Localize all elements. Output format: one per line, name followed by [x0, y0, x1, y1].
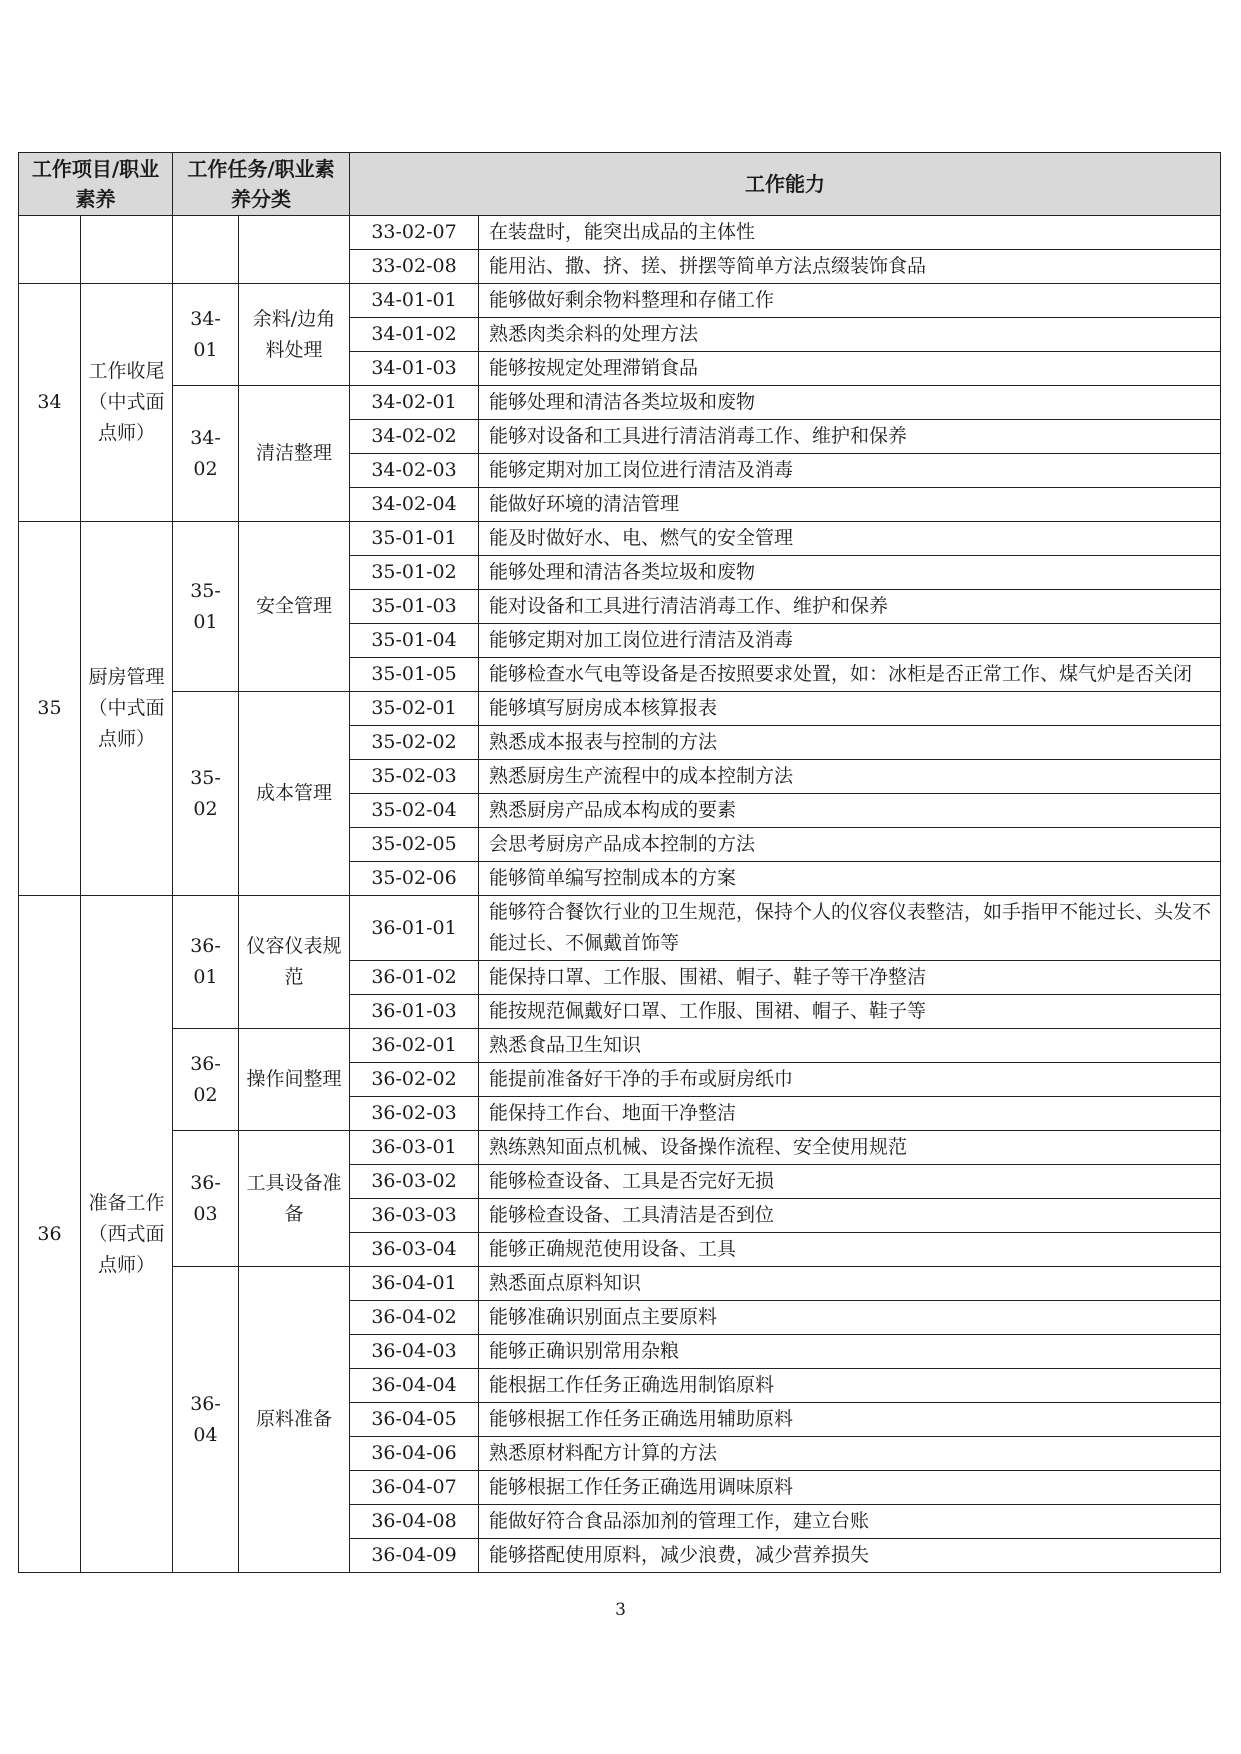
table-row [19, 1267, 1221, 1301]
ability-text: 能够按规定处理滞销食品 [479, 352, 1221, 386]
ability-code: 36-04-08 [350, 1505, 479, 1539]
project-number: 36 [19, 896, 81, 1573]
ability-text: 能保持口罩、工作服、围裙、帽子、鞋子等干净整洁 [479, 961, 1221, 995]
task-name: 余料/边角料处理 [239, 284, 350, 386]
project-name: 准备工作（西式面点师） [81, 896, 173, 1573]
task-name: 操作间整理 [239, 1029, 350, 1131]
ability-text: 能对设备和工具进行清洁消毒工作、维护和保养 [479, 590, 1221, 624]
table-row [19, 1131, 1221, 1165]
ability-text: 熟悉厨房产品成本构成的要素 [479, 794, 1221, 828]
ability-code: 34-02-04 [350, 488, 479, 522]
ability-code: 36-04-05 [350, 1403, 479, 1437]
ability-code: 35-01-04 [350, 624, 479, 658]
ability-text: 能够搭配使用原料，减少浪费，减少营养损失 [479, 1539, 1221, 1573]
ability-text: 能够定期对加工岗位进行清洁及消毒 [479, 624, 1221, 658]
ability-code: 36-03-03 [350, 1199, 479, 1233]
task-code: 36-01 [173, 896, 239, 1029]
ability-text: 熟悉厨房生产流程中的成本控制方法 [479, 760, 1221, 794]
table-row [19, 522, 1221, 556]
ability-code: 33-02-07 [350, 216, 479, 250]
task-code: 35-02 [173, 692, 239, 896]
ability-code: 35-02-02 [350, 726, 479, 760]
ability-code: 35-02-01 [350, 692, 479, 726]
ability-code: 36-01-02 [350, 961, 479, 995]
ability-text: 熟悉成本报表与控制的方法 [479, 726, 1221, 760]
ability-text: 熟悉原材料配方计算的方法 [479, 1437, 1221, 1471]
ability-code: 36-02-01 [350, 1029, 479, 1063]
ability-text: 在装盘时，能突出成品的主体性 [479, 216, 1221, 250]
ability-text: 能够正确识别常用杂粮 [479, 1335, 1221, 1369]
ability-text: 能够检查设备、工具清洁是否到位 [479, 1199, 1221, 1233]
ability-code: 36-03-01 [350, 1131, 479, 1165]
task-name [239, 216, 350, 284]
ability-code: 33-02-08 [350, 250, 479, 284]
ability-text: 能做好符合食品添加剂的管理工作，建立台账 [479, 1505, 1221, 1539]
task-name: 原料准备 [239, 1267, 350, 1573]
ability-code: 36-02-02 [350, 1063, 479, 1097]
ability-code: 35-02-05 [350, 828, 479, 862]
task-code: 36-04 [173, 1267, 239, 1573]
ability-text: 能够处理和清洁各类垃圾和废物 [479, 386, 1221, 420]
task-code [173, 216, 239, 284]
table-row [19, 896, 1221, 961]
ability-code: 35-01-01 [350, 522, 479, 556]
ability-text: 能根据工作任务正确选用制馅原料 [479, 1369, 1221, 1403]
ability-code: 36-04-04 [350, 1369, 479, 1403]
ability-code: 36-04-07 [350, 1471, 479, 1505]
ability-code: 34-01-02 [350, 318, 479, 352]
project-name: 工作收尾（中式面点师） [81, 284, 173, 522]
ability-text: 能用沾、撒、挤、搓、拼摆等简单方法点缀装饰食品 [479, 250, 1221, 284]
table-row [19, 284, 1221, 318]
task-code: 34-02 [173, 386, 239, 522]
project-number: 34 [19, 284, 81, 522]
ability-text: 能够简单编写控制成本的方案 [479, 862, 1221, 896]
ability-code: 35-01-05 [350, 658, 479, 692]
ability-text: 能够检查设备、工具是否完好无损 [479, 1165, 1221, 1199]
table-row [19, 386, 1221, 420]
task-name: 安全管理 [239, 522, 350, 692]
project-number [19, 216, 81, 284]
ability-text: 能够正确规范使用设备、工具 [479, 1233, 1221, 1267]
ability-text: 能够处理和清洁各类垃圾和废物 [479, 556, 1221, 590]
task-name: 成本管理 [239, 692, 350, 896]
ability-text: 能提前准备好干净的手布或厨房纸巾 [479, 1063, 1221, 1097]
task-name: 仪容仪表规范 [239, 896, 350, 1029]
ability-code: 34-02-01 [350, 386, 479, 420]
project-number: 35 [19, 522, 81, 896]
ability-text: 能够做好剩余物料整理和存储工作 [479, 284, 1221, 318]
ability-code: 36-04-09 [350, 1539, 479, 1573]
ability-code: 34-02-03 [350, 454, 479, 488]
ability-text: 熟悉食品卫生知识 [479, 1029, 1221, 1063]
ability-code: 35-01-03 [350, 590, 479, 624]
ability-code: 34-01-03 [350, 352, 479, 386]
ability-code: 36-01-01 [350, 896, 479, 961]
task-name: 清洁整理 [239, 386, 350, 522]
ability-text: 能够检查水气电等设备是否按照要求处置，如：冰柜是否正常工作、煤气炉是否关闭 [479, 658, 1221, 692]
ability-code: 36-01-03 [350, 995, 479, 1029]
competency-table [18, 152, 1221, 1573]
ability-code: 35-02-04 [350, 794, 479, 828]
task-code: 36-03 [173, 1131, 239, 1267]
table-row [19, 216, 1221, 250]
ability-text: 熟悉面点原料知识 [479, 1267, 1221, 1301]
task-code: 35-01 [173, 522, 239, 692]
ability-code: 34-02-02 [350, 420, 479, 454]
ability-text: 能够填写厨房成本核算报表 [479, 692, 1221, 726]
task-name: 工具设备准备 [239, 1131, 350, 1267]
ability-code: 36-04-02 [350, 1301, 479, 1335]
ability-text: 能够定期对加工岗位进行清洁及消毒 [479, 454, 1221, 488]
ability-code: 36-02-03 [350, 1097, 479, 1131]
header-row [19, 153, 1221, 216]
ability-text: 熟悉肉类余料的处理方法 [479, 318, 1221, 352]
ability-text: 能够根据工作任务正确选用辅助原料 [479, 1403, 1221, 1437]
page-number: 3 [615, 1600, 626, 1620]
ability-code: 35-02-06 [350, 862, 479, 896]
task-code: 36-02 [173, 1029, 239, 1131]
ability-text: 能够符合餐饮行业的卫生规范，保持个人的仪容仪表整洁，如手指甲不能过长、头发不能过长、不佩戴首饰等 [479, 896, 1221, 961]
ability-code: 35-02-03 [350, 760, 479, 794]
ability-code: 35-01-02 [350, 556, 479, 590]
ability-text: 能够对设备和工具进行清洁消毒工作、维护和保养 [479, 420, 1221, 454]
ability-text: 能及时做好水、电、燃气的安全管理 [479, 522, 1221, 556]
ability-code: 36-04-03 [350, 1335, 479, 1369]
ability-text: 能保持工作台、地面干净整洁 [479, 1097, 1221, 1131]
ability-text: 会思考厨房产品成本控制的方法 [479, 828, 1221, 862]
ability-code: 36-04-01 [350, 1267, 479, 1301]
project-name: 厨房管理（中式面点师） [81, 522, 173, 896]
header-project: 工作项目/职业素养 [19, 153, 173, 216]
task-code: 34-01 [173, 284, 239, 386]
project-name [81, 216, 173, 284]
ability-text: 能按规范佩戴好口罩、工作服、围裙、帽子、鞋子等 [479, 995, 1221, 1029]
header-task: 工作任务/职业素养分类 [173, 153, 350, 216]
ability-text: 能够根据工作任务正确选用调味原料 [479, 1471, 1221, 1505]
table-row [19, 1029, 1221, 1063]
header-ability: 工作能力 [350, 153, 1221, 216]
ability-code: 36-03-04 [350, 1233, 479, 1267]
table-row [19, 692, 1221, 726]
ability-text: 能够准确识别面点主要原料 [479, 1301, 1221, 1335]
ability-text: 能做好环境的清洁管理 [479, 488, 1221, 522]
table-body [19, 216, 1221, 1573]
ability-code: 36-03-02 [350, 1165, 479, 1199]
ability-code: 34-01-01 [350, 284, 479, 318]
ability-code: 36-04-06 [350, 1437, 479, 1471]
ability-text: 熟练熟知面点机械、设备操作流程、安全使用规范 [479, 1131, 1221, 1165]
